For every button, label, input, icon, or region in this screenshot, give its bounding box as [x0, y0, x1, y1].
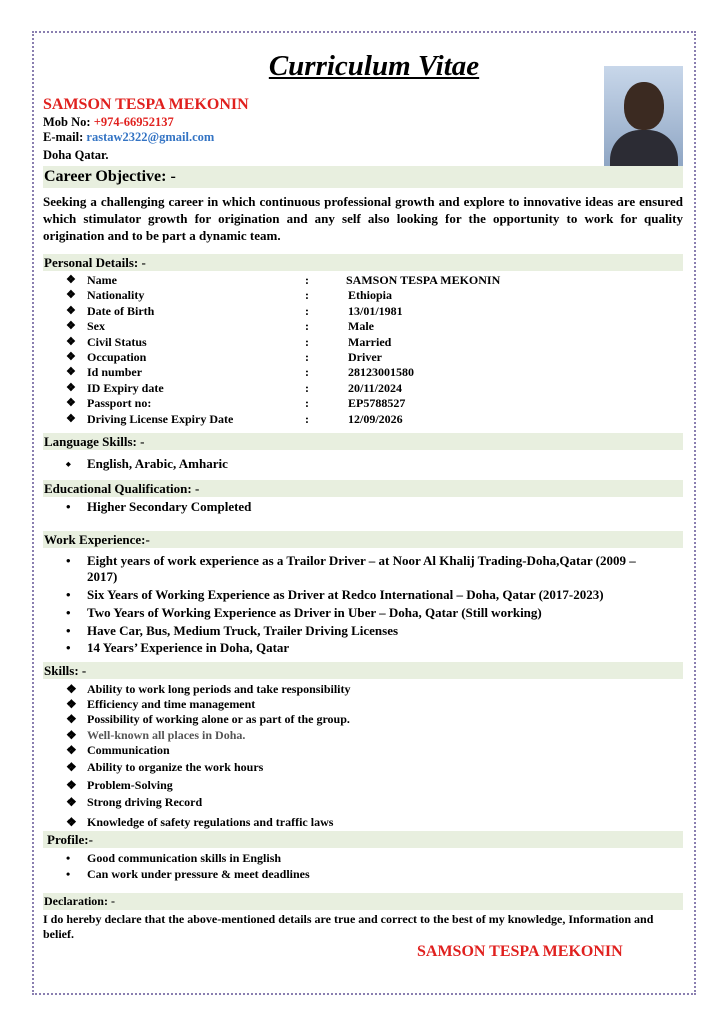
skill-item-text: Efficiency and time management [87, 697, 256, 711]
bullet-icon: • [66, 605, 71, 620]
bullet-icon: ❖ [66, 274, 76, 286]
skill-item-text: Possibility of working alone or as part of the group. [87, 712, 350, 726]
detail-separator: : [305, 303, 309, 318]
list-item [66, 760, 263, 775]
detail-value: 20/11/2024 [348, 380, 403, 395]
bullet-icon: ❖ [66, 366, 76, 379]
list-item [66, 815, 333, 830]
detail-separator: : [305, 411, 309, 426]
bullet-icon: ❖ [66, 350, 76, 363]
declaration-text: I do hereby declare that the above-mentioned details are true and correct to the best of my knowledge, Information and belief. [43, 912, 654, 941]
work-item-text: Two Years of Working Experience as Driver in Uber – Doha, Qatar (Still working) [87, 605, 542, 620]
work-experience-heading: Work Experience:- [43, 531, 683, 548]
detail-separator: : [305, 380, 309, 395]
work-item-text: Eight years of work experience as a Trailor Driver – at Noor Al Khalij Trading-Doha,Qatar (2009 – 2017) [87, 553, 636, 584]
education-heading: Educational Qualification: - [43, 480, 683, 497]
detail-label: Occupation [87, 349, 147, 364]
list-item [66, 867, 310, 882]
detail-value: EP5788527 [348, 396, 406, 411]
declaration-heading: Declaration: - [43, 893, 683, 910]
bullet-icon: ⬩ [66, 456, 71, 471]
page-title: Curriculum Vitae [268, 50, 480, 82]
skill-item-text: Problem-Solving [87, 778, 173, 792]
bullet-icon: • [66, 867, 71, 881]
bullet-icon: • [66, 587, 71, 602]
detail-separator: : [305, 334, 309, 349]
photo-body [610, 130, 678, 166]
profile-heading: Profile:- [43, 831, 683, 848]
skill-item-text: Well-known all places in Doha. [87, 728, 246, 742]
list-item [66, 640, 289, 656]
list-item [66, 623, 398, 639]
email-line [43, 130, 214, 145]
bullet-icon: ❖ [66, 320, 76, 333]
work-item-text: 14 Years’ Experience in Doha, Qatar [87, 640, 290, 655]
language-list-text: English, Arabic, Amharic [87, 456, 228, 471]
personal-details-heading: Personal Details: - [43, 254, 683, 271]
bullet-icon: ❖ [66, 381, 76, 394]
detail-value: 12/09/2026 [348, 411, 403, 426]
bullet-icon: ❖ [66, 712, 77, 726]
bullet-icon: ❖ [66, 289, 76, 302]
bullet-icon: ❖ [66, 335, 76, 348]
bullet-icon: ❖ [66, 743, 77, 757]
career-objective-text: Seeking a challenging career in which continuous professional growth and explore to innovative ideas are ensured which stimulator growth for origination and any self also looking for the opportunity to work for quality origination and to be part a dynamic team. [43, 194, 683, 243]
detail-value: 28123001580 [348, 365, 414, 380]
detail-label: Nationality [87, 288, 145, 303]
email-label: E-mail: [43, 130, 84, 144]
detail-separator: : [305, 273, 309, 287]
list-item [66, 553, 666, 585]
skill-item-text: Ability to organize the work hours [87, 760, 264, 774]
photo-head [624, 82, 664, 130]
language-skills-heading: Language Skills: - [43, 433, 683, 450]
education-item-text: Higher Secondary Completed [87, 499, 252, 514]
detail-label: Civil Status [87, 334, 147, 349]
list-item [66, 712, 350, 727]
list-item [66, 778, 173, 793]
detail-value: Married [348, 334, 392, 349]
bullet-icon: ❖ [66, 682, 77, 696]
profile-item-text: Can work under pressure & meet deadlines [87, 867, 310, 881]
bullet-icon: • [66, 851, 71, 865]
bullet-icon: • [66, 640, 71, 655]
list-item [66, 587, 604, 603]
detail-label: Sex [87, 319, 105, 334]
skills-heading: Skills: - [43, 662, 683, 679]
list-item [66, 456, 228, 472]
signature-name: SAMSON TESPA MEKONIN [417, 943, 623, 960]
work-item-text: Have Car, Bus, Medium Truck, Trailer Driving Licenses [87, 623, 399, 638]
mobile-number: +974-66952137 [93, 115, 174, 129]
detail-label: ID Expiry date [87, 380, 164, 395]
list-item [66, 743, 170, 758]
detail-label: Driving License Expiry Date [87, 411, 234, 426]
bullet-icon: • [66, 553, 71, 568]
bullet-icon: ❖ [66, 795, 77, 809]
skill-item-text: Knowledge of safety regulations and traffic laws [87, 815, 334, 829]
list-item [66, 499, 251, 515]
detail-separator: : [305, 396, 309, 411]
list-item [66, 605, 542, 621]
bullet-icon: ❖ [66, 397, 76, 410]
detail-separator: : [305, 365, 309, 380]
list-item [66, 795, 202, 810]
detail-value: SAMSON TESPA MEKONIN [346, 273, 501, 287]
list-item [66, 728, 245, 743]
detail-value: Driver [348, 349, 382, 364]
detail-separator: : [305, 288, 309, 303]
detail-label: Passport no: [87, 396, 152, 411]
email-link[interactable]: rastaw2322@gmail.com [86, 130, 215, 144]
detail-value: Male [348, 319, 374, 334]
bullet-icon: ❖ [66, 778, 77, 792]
list-item [66, 682, 350, 697]
detail-label: Id number [87, 365, 143, 380]
bullet-icon: ❖ [66, 728, 77, 742]
bullet-icon: • [66, 623, 71, 638]
bullet-icon: ❖ [66, 412, 76, 425]
skill-item-text: Strong driving Record [87, 795, 203, 809]
detail-separator: : [305, 349, 309, 364]
list-item [66, 851, 281, 866]
bullet-icon: ❖ [66, 815, 77, 829]
detail-label: Name [87, 273, 117, 287]
candidate-name: SAMSON TESPA MEKONIN [43, 96, 249, 113]
detail-separator: : [305, 319, 309, 334]
bullet-icon: ❖ [66, 697, 77, 711]
detail-value: Ethiopia [348, 288, 393, 303]
detail-value: 13/01/1981 [348, 303, 403, 318]
list-item [66, 697, 255, 712]
profile-photo [604, 66, 683, 166]
skill-item-text: Ability to work long periods and take responsibility [87, 682, 351, 696]
bullet-icon: ❖ [66, 304, 76, 317]
career-objective-heading: Career Objective: - [43, 166, 683, 188]
profile-item-text: Good communication skills in English [87, 851, 282, 865]
skill-item-text: Communication [87, 743, 170, 757]
location: Doha Qatar. [43, 148, 109, 162]
bullet-icon: ❖ [66, 760, 77, 774]
bullet-icon: • [66, 499, 71, 514]
mobile-line [43, 115, 174, 130]
work-item-text: Six Years of Working Experience as Driver at Redco International – Doha, Qatar (2017-2023) [87, 587, 604, 602]
mobile-label: Mob No: [43, 115, 91, 129]
detail-label: Date of Birth [87, 303, 155, 318]
